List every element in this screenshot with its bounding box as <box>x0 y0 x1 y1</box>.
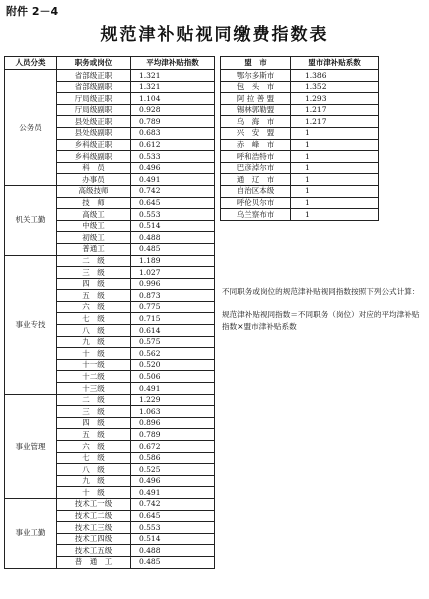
position-cell: 四 级 <box>57 278 131 290</box>
position-cell: 厅局级副职 <box>57 104 131 116</box>
index-cell: 0.614 <box>131 325 215 337</box>
position-cell: 办事员 <box>57 174 131 186</box>
position-cell: 六 级 <box>57 301 131 313</box>
table-row <box>221 174 379 186</box>
position-cell: 八 级 <box>57 325 131 337</box>
table-row <box>5 70 215 82</box>
index-cell: 0.496 <box>131 475 215 487</box>
coefficient-cell: 1 <box>291 197 379 209</box>
table-row <box>221 116 379 128</box>
header-coefficient: 盟市津补贴系数 <box>291 57 379 70</box>
category-cell: 机关工勤 <box>5 185 57 255</box>
city-cell: 通 辽 市 <box>221 174 291 186</box>
index-cell: 0.789 <box>131 116 215 128</box>
index-cell: 0.514 <box>131 533 215 545</box>
index-cell: 0.491 <box>131 174 215 186</box>
coefficient-cell: 1.217 <box>291 116 379 128</box>
coefficient-cell: 1 <box>291 174 379 186</box>
coefficient-cell: 1 <box>291 209 379 221</box>
position-cell: 乡科级正职 <box>57 139 131 151</box>
coefficient-cell: 1.386 <box>291 70 379 82</box>
index-cell: 0.645 <box>131 197 215 209</box>
header-category: 人员分类 <box>5 57 57 70</box>
position-cell: 四 级 <box>57 417 131 429</box>
formula-note: 规范津补贴视同指数＝不同职务（岗位）对应的平均津补贴指数×盟市津补贴系数 <box>222 310 420 331</box>
position-cell: 技 师 <box>57 197 131 209</box>
index-cell: 0.491 <box>131 487 215 499</box>
header-index: 平均津补贴指数 <box>131 57 215 70</box>
table-row <box>221 162 379 174</box>
index-cell: 0.485 <box>131 556 215 568</box>
city-cell: 兴 安 盟 <box>221 127 291 139</box>
index-cell: 0.553 <box>131 209 215 221</box>
table-row <box>5 394 215 406</box>
index-cell: 1.321 <box>131 81 215 93</box>
city-cell: 巴彦淖尔市 <box>221 162 291 174</box>
index-cell: 0.896 <box>131 417 215 429</box>
city-cell: 呼和浩特市 <box>221 151 291 163</box>
position-cell: 省部级副职 <box>57 81 131 93</box>
index-cell: 0.775 <box>131 301 215 313</box>
index-cell: 0.488 <box>131 545 215 557</box>
index-cell: 0.485 <box>131 243 215 255</box>
table-row <box>221 70 379 82</box>
position-cell: 九 级 <box>57 475 131 487</box>
position-cell: 中级工 <box>57 220 131 232</box>
coefficient-cell: 1 <box>291 162 379 174</box>
position-cell: 技术工五级 <box>57 545 131 557</box>
coefficient-cell: 1.217 <box>291 104 379 116</box>
index-cell: 0.533 <box>131 151 215 163</box>
index-cell: 0.586 <box>131 452 215 464</box>
position-cell: 十一级 <box>57 359 131 371</box>
table-row <box>221 127 379 139</box>
position-cell: 技术工一级 <box>57 498 131 510</box>
formula-note-intro: 不同职务或岗位的规范津补贴视同指数按照下列公式计算： <box>222 287 420 296</box>
index-cell: 0.525 <box>131 464 215 476</box>
index-cell: 1.189 <box>131 255 215 267</box>
header-city: 盟 市 <box>221 57 291 70</box>
position-cell: 科 员 <box>57 162 131 174</box>
position-cell: 十 级 <box>57 487 131 499</box>
table-row <box>221 151 379 163</box>
index-cell: 0.612 <box>131 139 215 151</box>
index-cell: 0.742 <box>131 185 215 197</box>
category-cell: 事业工勤 <box>5 498 57 568</box>
city-cell: 乌兰察布市 <box>221 209 291 221</box>
index-cell: 1.063 <box>131 406 215 418</box>
table-header-row <box>5 57 215 70</box>
page-title: 规范津补贴视同缴费指数表 <box>100 25 329 45</box>
position-cell: 普通工 <box>57 243 131 255</box>
position-cell: 十 级 <box>57 348 131 360</box>
position-cell: 三 级 <box>57 267 131 279</box>
table-row <box>221 93 379 105</box>
city-cell: 鄂尔多斯市 <box>221 70 291 82</box>
index-cell: 0.672 <box>131 441 215 453</box>
position-cell: 省部级正职 <box>57 70 131 82</box>
index-cell: 0.683 <box>131 127 215 139</box>
index-cell: 0.562 <box>131 348 215 360</box>
city-cell: 锡林郭勒盟 <box>221 104 291 116</box>
city-coefficient-table <box>220 56 379 221</box>
position-cell: 九 级 <box>57 336 131 348</box>
position-cell: 乡科级副职 <box>57 151 131 163</box>
position-cell: 六 级 <box>57 441 131 453</box>
position-cell: 十二级 <box>57 371 131 383</box>
coefficient-cell: 1 <box>291 139 379 151</box>
index-cell: 1.321 <box>131 70 215 82</box>
index-cell: 1.027 <box>131 267 215 279</box>
position-cell: 七 级 <box>57 452 131 464</box>
table-row <box>221 197 379 209</box>
position-cell: 高级技师 <box>57 185 131 197</box>
coefficient-cell: 1 <box>291 151 379 163</box>
position-cell: 县处级正职 <box>57 116 131 128</box>
table-row <box>221 139 379 151</box>
index-cell: 1.104 <box>131 93 215 105</box>
coefficient-cell: 1 <box>291 127 379 139</box>
position-cell: 十三级 <box>57 383 131 395</box>
index-cell: 0.520 <box>131 359 215 371</box>
position-cell: 技术工三级 <box>57 522 131 534</box>
index-cell: 0.506 <box>131 371 215 383</box>
index-cell: 0.715 <box>131 313 215 325</box>
position-cell: 初级工 <box>57 232 131 244</box>
index-cell: 0.645 <box>131 510 215 522</box>
table-header-row <box>221 57 379 70</box>
coefficient-cell: 1.352 <box>291 81 379 93</box>
category-cell: 事业管理 <box>5 394 57 498</box>
position-cell: 七 级 <box>57 313 131 325</box>
index-cell: 0.873 <box>131 290 215 302</box>
position-cell: 普 通 工 <box>57 556 131 568</box>
table-row <box>221 185 379 197</box>
position-cell: 厅局级正职 <box>57 93 131 105</box>
table-row <box>5 498 215 510</box>
coefficient-cell: 1.293 <box>291 93 379 105</box>
position-cell: 技术工四级 <box>57 533 131 545</box>
city-cell: 自治区本级 <box>221 185 291 197</box>
annex-label: 附件 2－4 <box>6 5 59 18</box>
index-cell: 0.575 <box>131 336 215 348</box>
coefficient-cell: 1 <box>291 185 379 197</box>
table-row <box>221 81 379 93</box>
position-cell: 高级工 <box>57 209 131 221</box>
position-cell: 技术工二级 <box>57 510 131 522</box>
index-cell: 0.514 <box>131 220 215 232</box>
header-position: 职务或岗位 <box>57 57 131 70</box>
city-cell: 乌 海 市 <box>221 116 291 128</box>
position-cell: 五 级 <box>57 290 131 302</box>
position-cell: 八 级 <box>57 464 131 476</box>
index-cell: 0.789 <box>131 429 215 441</box>
position-cell: 五 级 <box>57 429 131 441</box>
index-cell: 0.496 <box>131 162 215 174</box>
position-cell: 二 级 <box>57 255 131 267</box>
table-row <box>221 104 379 116</box>
position-cell: 二 级 <box>57 394 131 406</box>
table-row <box>5 255 215 267</box>
index-cell: 1.229 <box>131 394 215 406</box>
index-cell: 0.928 <box>131 104 215 116</box>
index-cell: 0.491 <box>131 383 215 395</box>
city-cell: 呼伦贝尔市 <box>221 197 291 209</box>
position-cell: 县处级副职 <box>57 127 131 139</box>
index-cell: 0.996 <box>131 278 215 290</box>
allowance-index-table <box>4 56 215 569</box>
city-cell: 赤 峰 市 <box>221 139 291 151</box>
city-cell: 阿 拉 善 盟 <box>221 93 291 105</box>
category-cell: 事业专技 <box>5 255 57 394</box>
position-cell: 三 级 <box>57 406 131 418</box>
city-cell: 包 头 市 <box>221 81 291 93</box>
index-cell: 0.742 <box>131 498 215 510</box>
index-cell: 0.488 <box>131 232 215 244</box>
category-cell: 公务员 <box>5 70 57 186</box>
table-row <box>221 209 379 221</box>
table-row <box>5 185 215 197</box>
index-cell: 0.553 <box>131 522 215 534</box>
